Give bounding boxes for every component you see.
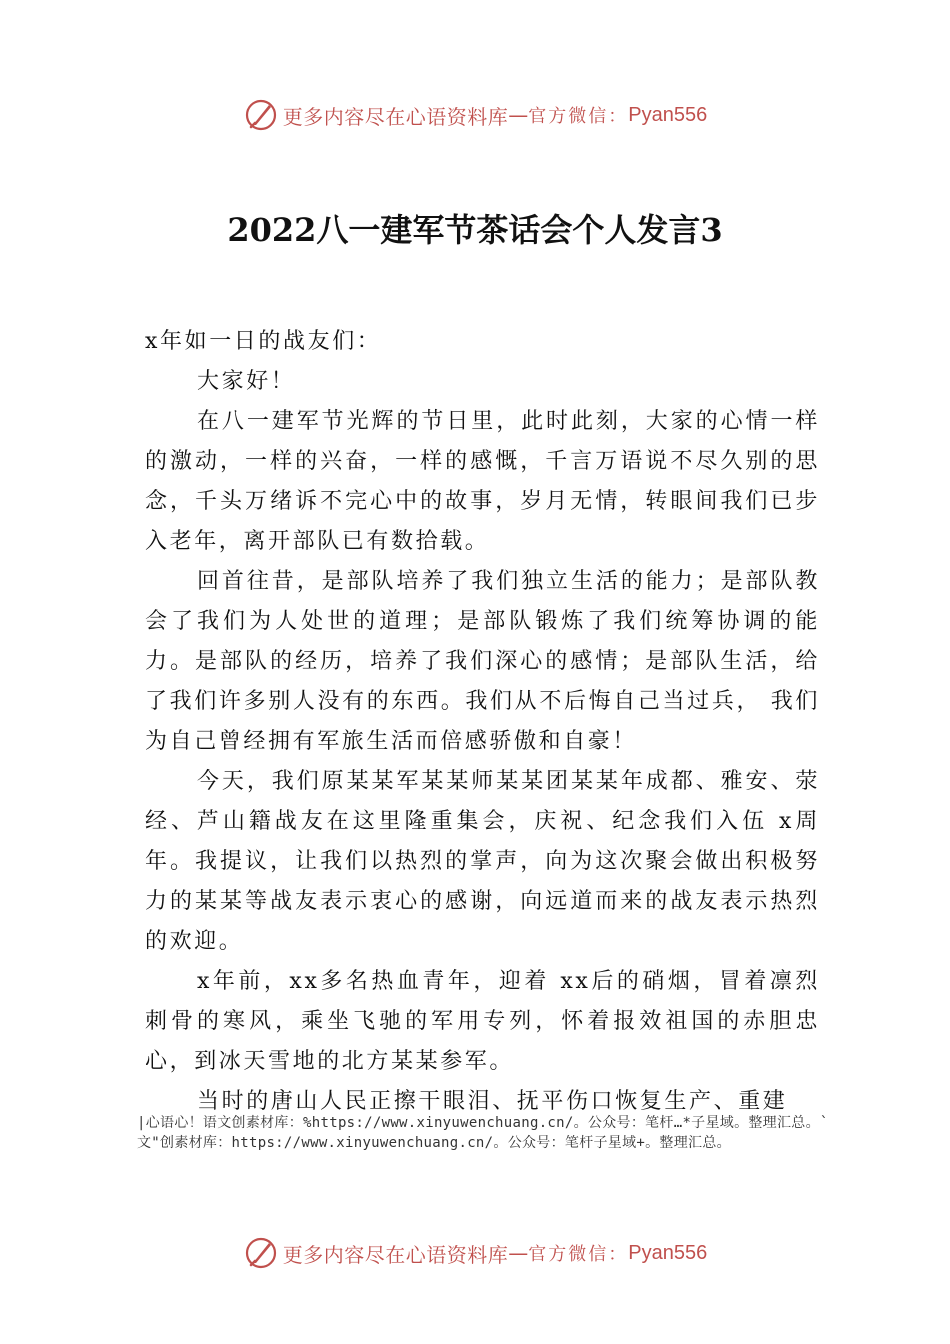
paragraph: 当时的唐山人民正擦干眼泪、抚平伤口恢复生产、重建 [197,1089,788,1114]
salutation: x年如一日的战友们： [145,329,382,354]
banner-wechat-id: Pyan556 [628,103,708,126]
document-title: 2022八一建军节茶话会个人发言3 [227,211,723,249]
banner-separator: — [508,103,529,127]
footer-banner [0,1233,950,1273]
paragraph: 今天，我们原某某军某某师某某团某某年成都、雅安、荥经、芦山籍战友在这里隆重集会，庆祝、纪念我们入伍 x周年。我提议，让我们以热烈的掌声，向为这次聚会做出积极努力的某某等战友表示衷心的感谢，向远道而来的战友表示热烈的欢迎。 [145,769,820,954]
quill-pen-logo-icon [243,1235,279,1271]
footer-note: |心语心！语文创素材库：%https://www.xinyuwenchuang.cn/。公众号：笔杆…*子星域。整理汇总。`文"创素材库：https://www.xinyuwenchuang.cn/。公众号：笔杆子星域+。整理汇总。 [137,1115,829,1151]
paragraph: 回首往昔，是部队培养了我们独立生活的能力；是部队教会了我们为人处世的道理；是部队锻炼了我们统筹协调的能力。是部队的经历，培养了我们深心的感情；是部队生活，给了我们许多别人没有的东西。我们从不后悔自己当过兵， 我们为自己曾经拥有军旅生活而倍感骄傲和自豪！ [145,569,820,754]
paragraph: x年前，xx多名热血青年，迎着 xx后的硝烟，冒着凛烈刺骨的寒风，乘坐飞驰的军用专列，怀着报效祖国的赤胆忠心，到冰天雪地的北方某某参军。 [145,969,820,1074]
banner-wechat-label: 官方微信： [528,106,629,127]
greeting: 大家好！ [197,369,296,394]
header-banner [0,95,950,135]
banner-text: 更多内容尽在心语资料库 [282,104,509,129]
banner-wechat-id: Pyan556 [628,1241,708,1264]
paragraph: 在八一建军节光辉的节日里，此时此刻，大家的心情一样的激动，一样的兴奋，一样的感慨，千言万语说不尽久别的思念，千头万绪诉不完心中的故事，岁月无情，转眼间我们已步入老年，离开部队已有数拾载。 [145,409,820,554]
banner-text: 更多内容尽在心语资料库 [282,1242,509,1267]
document-body [145,322,820,1122]
quill-pen-logo-icon [243,97,279,133]
banner-separator: — [508,1241,529,1265]
banner-wechat-label: 官方微信： [528,1244,629,1265]
